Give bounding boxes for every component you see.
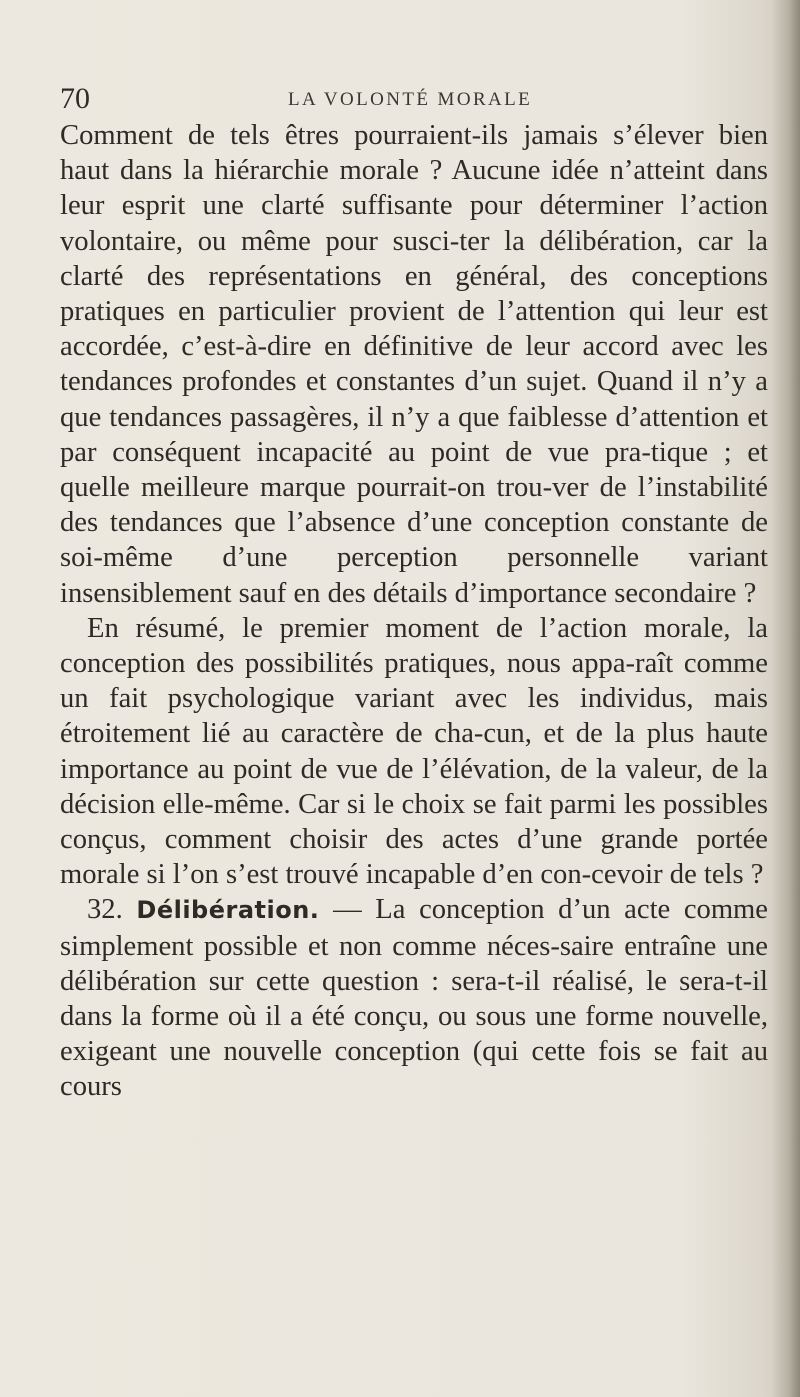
running-head: LA VOLONTÉ MORALE [288, 89, 533, 110]
page-header [60, 82, 768, 116]
page-edge-shadow [772, 0, 800, 1397]
paragraph-2: En résumé, le premier moment de l’action morale, la conception des possibilités pratiques, nous appa-raît comme un fait psychologique variant avec les individus, mais étroitement lié au caractère de cha-cun, et de la plus haute importance au point de vue de l’élévation, de la valeur, de la décision elle-même. Car si le choix se fait parmi les possibles conçus, comment choisir des actes d’une grande portée morale si l’on s’est trouvé incapable d’en con-cevoir de tels ? [60, 612, 768, 891]
body-text [60, 118, 768, 1105]
paragraph-1: Comment de tels êtres pourraient-ils jamais s’élever bien haut dans la hiérarchie morale ? Aucune idée n’atteint dans leur esprit une clarté suffisante pour déterminer l’action volontaire, ou même pour susci-ter la délibération, car la clarté des représentations en général, des conceptions pratiques en particulier provient de l’attention qui leur est accordée, c’est-à-dire en définitive de leur accord avec les tendances profondes et constantes d’un sujet. Quand il n’y a que tendances passagères, il n’y a que faiblesse d’attention et par conséquent incapacité au point de vue pra-tique ; et quelle meilleure marque pourrait-on trou-ver de l’instabilité des tendances que l’absence d’une conception constante de soi-même d’une perception personnelle variant insensiblement sauf en des détails d’importance secondaire ? [60, 120, 768, 609]
paragraph-3-text: — La conception d’un acte comme simplement possible et non comme néces-saire entraîne une délibération sur cette question : sera-t-il réalisé, le sera-t-il dans la forme où il a été conçu, ou sous une forme nouvelle, exigeant une nouvelle conception (qui cette fois se fait au cours [60, 894, 768, 1103]
section-number: 32. [87, 894, 123, 926]
paragraph-3 [60, 892, 768, 1104]
page-number: 70 [60, 82, 90, 115]
section-title: Délibération. [136, 896, 320, 925]
